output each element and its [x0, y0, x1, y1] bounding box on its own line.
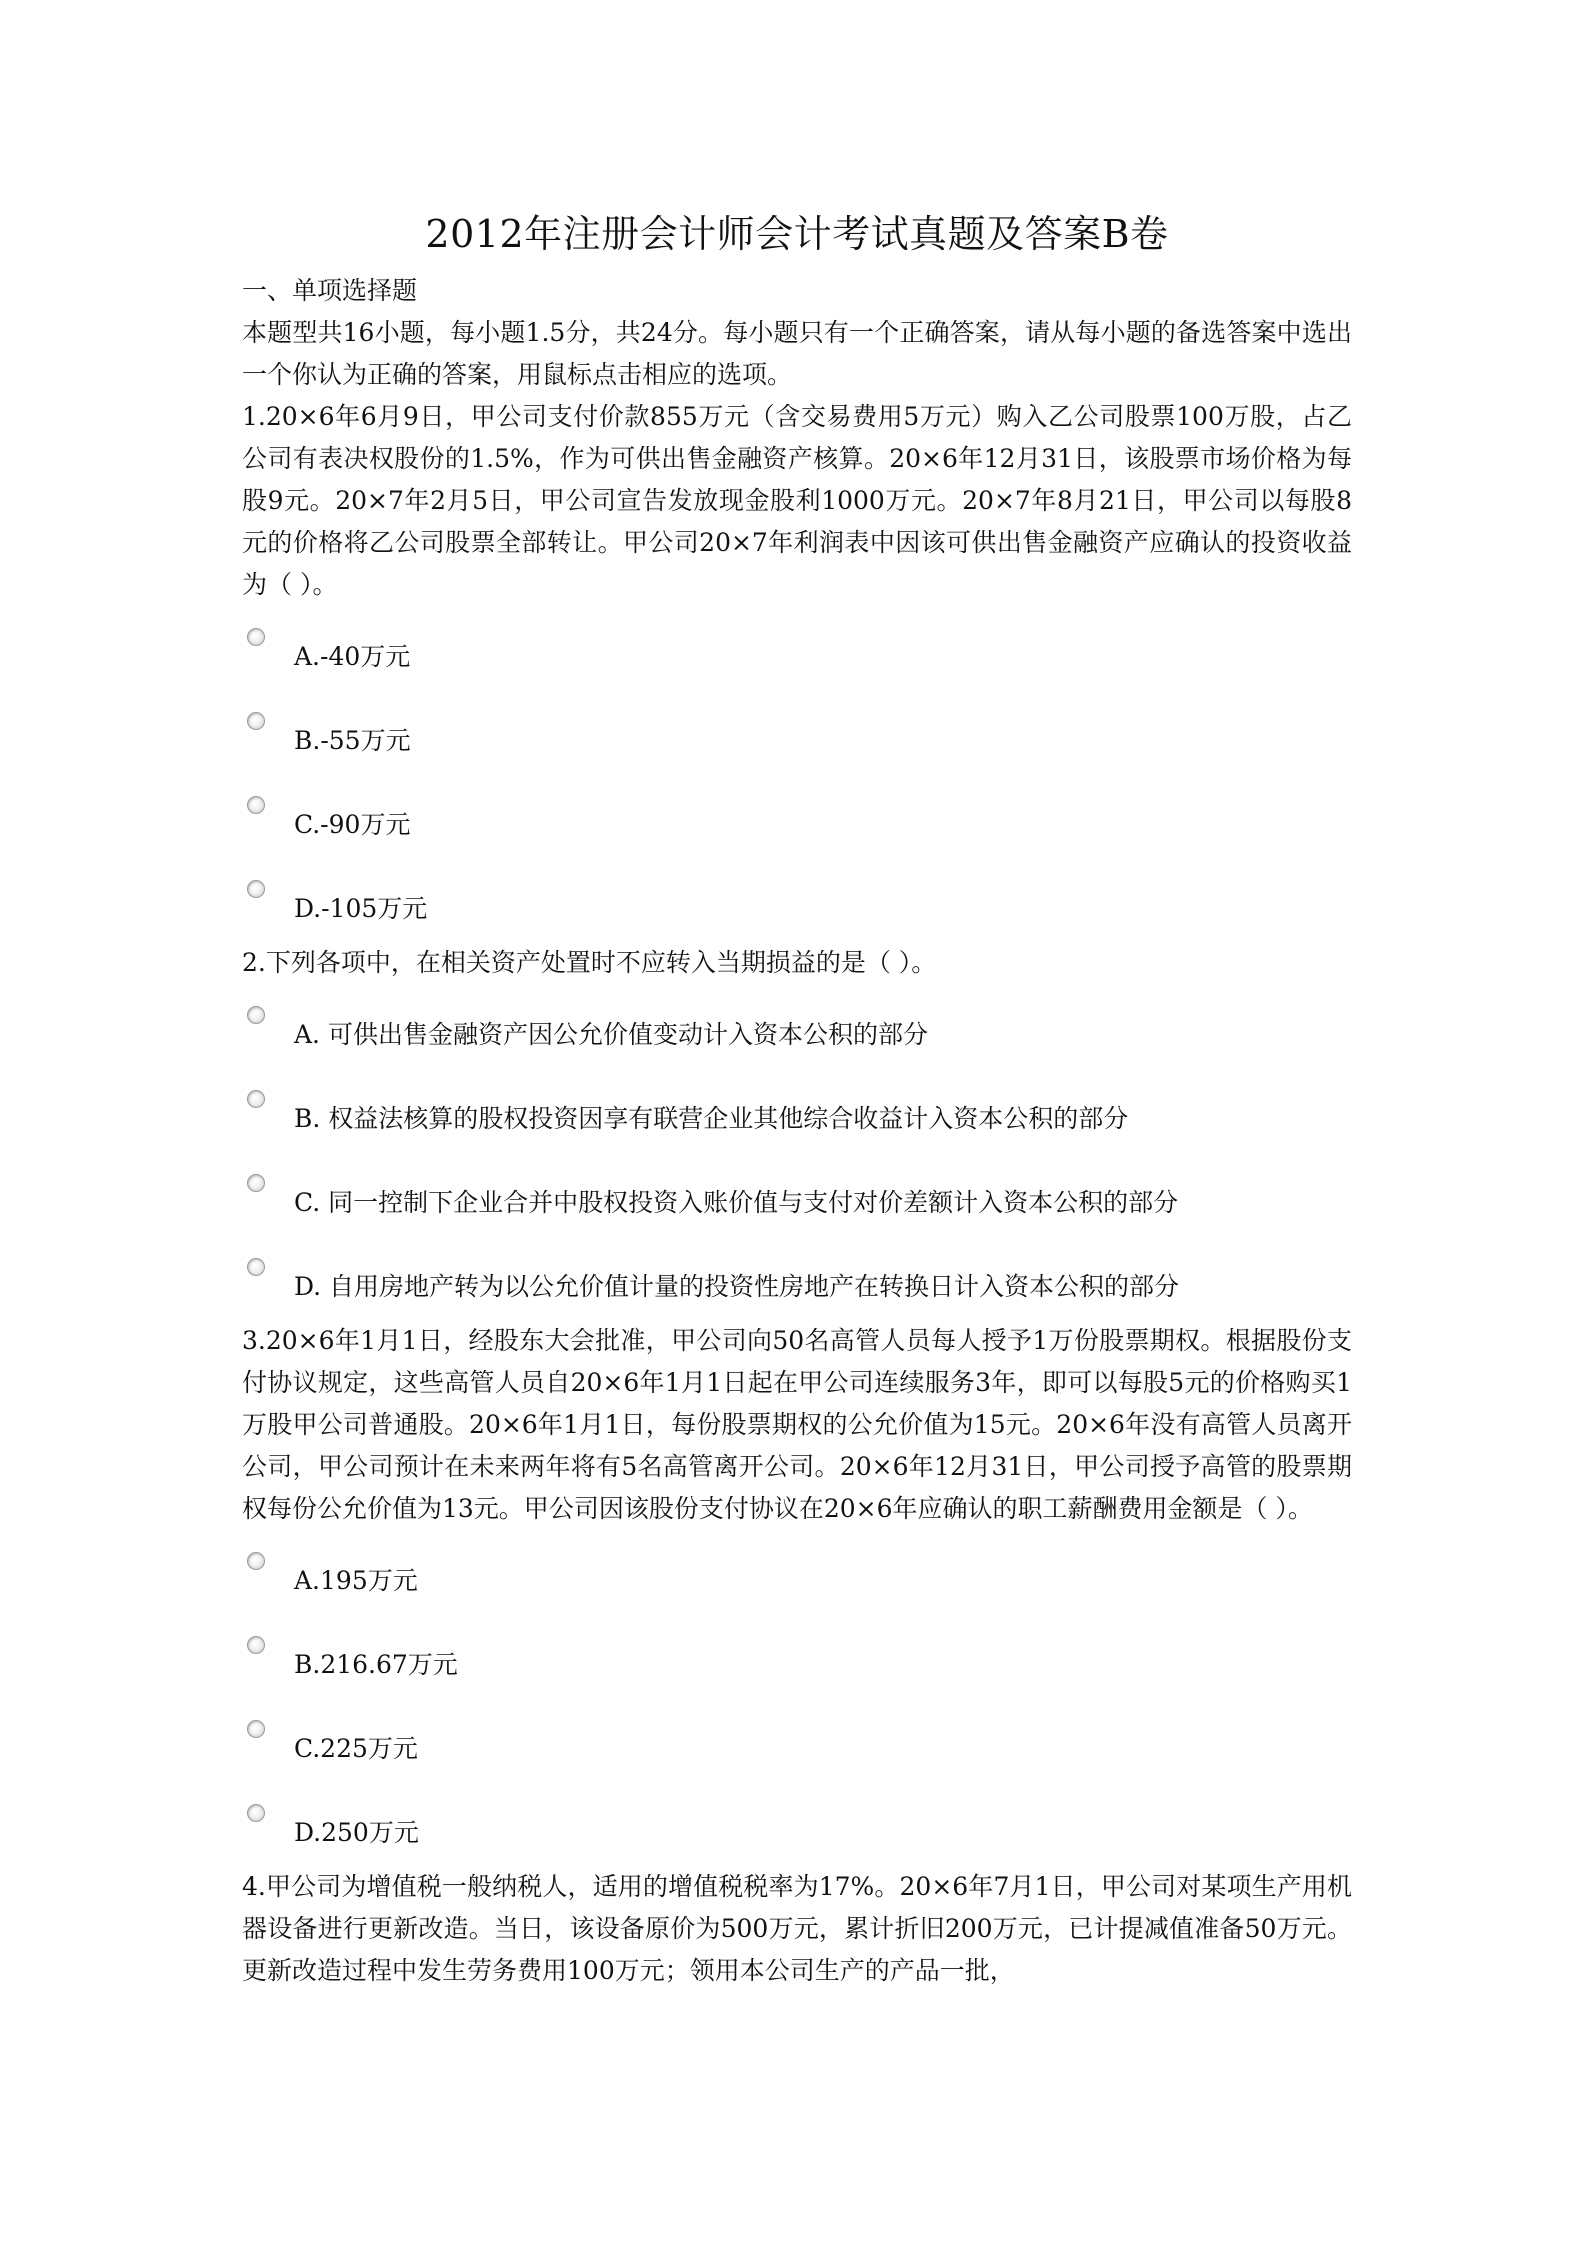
radio-icon[interactable] — [247, 1006, 265, 1024]
exam-content — [242, 208, 1352, 1992]
radio-icon[interactable] — [247, 796, 265, 814]
radio-icon[interactable] — [247, 880, 265, 898]
options-list — [242, 1530, 1352, 1866]
section-heading: 一、单项选择题 — [242, 276, 418, 305]
option-c[interactable] — [242, 1698, 1352, 1782]
question-3 — [242, 1320, 1352, 1866]
option-d[interactable] — [242, 1782, 1352, 1866]
radio-icon[interactable] — [247, 1552, 265, 1570]
question-text: 1.20×6年6月9日，甲公司支付价款855万元（含交易费用5万元）购入乙公司股票100万股，占乙公司有表决权股份的1.5%，作为可供出售金融资产核算。20×6年12月31日，该股票市场价格为每股9元。20×7年2月5日，甲公司宣告发放现金股利1000万元。20×7年8月21日，甲公司以每股8元的价格将乙公司股票全部转让。甲公司20×7年利润表中因该可供出售金融资产应确认的投资收益为（ ）。 — [242, 402, 1352, 599]
option-b[interactable] — [242, 1068, 1352, 1152]
option-label: A.-40万元 — [294, 642, 411, 671]
option-label: C. 同一控制下企业合并中股权投资入账价值与支付对价差额计入资本公积的部分 — [294, 1188, 1179, 1217]
option-label: D.-105万元 — [294, 894, 428, 923]
page-title: 2012年注册会计师会计考试真题及答案B卷 — [425, 212, 1169, 256]
options-list — [242, 606, 1352, 942]
question-1 — [242, 396, 1352, 942]
option-a[interactable] — [242, 1530, 1352, 1614]
question-text: 4.甲公司为增值税一般纳税人，适用的增值税税率为17%。20×6年7月1日，甲公司对某项生产用机器设备进行更新改造。当日，该设备原价为500万元，累计折旧200万元，已计提减值准备50万元。更新改造过程中发生劳务费用100万元；领用本公司生产的产品一批， — [242, 1872, 1352, 1985]
option-c[interactable] — [242, 1152, 1352, 1236]
option-label: A.195万元 — [294, 1566, 418, 1595]
option-b[interactable] — [242, 1614, 1352, 1698]
option-label: A. 可供出售金融资产因公允价值变动计入资本公积的部分 — [294, 1020, 928, 1049]
radio-icon[interactable] — [247, 1258, 265, 1276]
radio-icon[interactable] — [247, 1804, 265, 1822]
radio-icon[interactable] — [247, 1090, 265, 1108]
option-a[interactable] — [242, 984, 1352, 1068]
question-4 — [242, 1866, 1352, 1992]
option-label: C.225万元 — [294, 1734, 418, 1763]
option-c[interactable] — [242, 774, 1352, 858]
question-text: 2.下列各项中，在相关资产处置时不应转入当期损益的是（ ）。 — [242, 948, 937, 977]
option-d[interactable] — [242, 858, 1352, 942]
radio-icon[interactable] — [247, 1636, 265, 1654]
radio-icon[interactable] — [247, 1174, 265, 1192]
question-2 — [242, 942, 1352, 1320]
options-list — [242, 984, 1352, 1320]
radio-icon[interactable] — [247, 1720, 265, 1738]
instructions-text: 本题型共16小题，每小题1.5分，共24分。每小题只有一个正确答案，请从每小题的备选答案中选出一个你认为正确的答案，用鼠标点击相应的选项。 — [242, 318, 1352, 389]
radio-icon[interactable] — [247, 712, 265, 730]
option-b[interactable] — [242, 690, 1352, 774]
option-label: B.-55万元 — [294, 726, 411, 755]
option-label: B. 权益法核算的股权投资因享有联营企业其他综合收益计入资本公积的部分 — [294, 1104, 1129, 1133]
option-label: D.250万元 — [294, 1818, 419, 1847]
option-label: D. 自用房地产转为以公允价值计量的投资性房地产在转换日计入资本公积的部分 — [294, 1272, 1180, 1301]
option-label: C.-90万元 — [294, 810, 411, 839]
radio-icon[interactable] — [247, 628, 265, 646]
option-label: B.216.67万元 — [294, 1650, 458, 1679]
option-d[interactable] — [242, 1236, 1352, 1320]
option-a[interactable] — [242, 606, 1352, 690]
question-text: 3.20×6年1月1日，经股东大会批准，甲公司向50名高管人员每人授予1万份股票期权。根据股份支付协议规定，这些高管人员自20×6年1月1日起在甲公司连续服务3年，即可以每股5元的价格购买1万股甲公司普通股。20×6年1月1日，每份股票期权的公允价值为15元。20×6年没有高管人员离开公司，甲公司预计在未来两年将有5名高管离开公司。20×6年12月31日，甲公司授予高管的股票期权每份公允价值为13元。甲公司因该股份支付协议在20×6年应确认的职工薪酬费用金额是（ ）。 — [242, 1326, 1352, 1523]
